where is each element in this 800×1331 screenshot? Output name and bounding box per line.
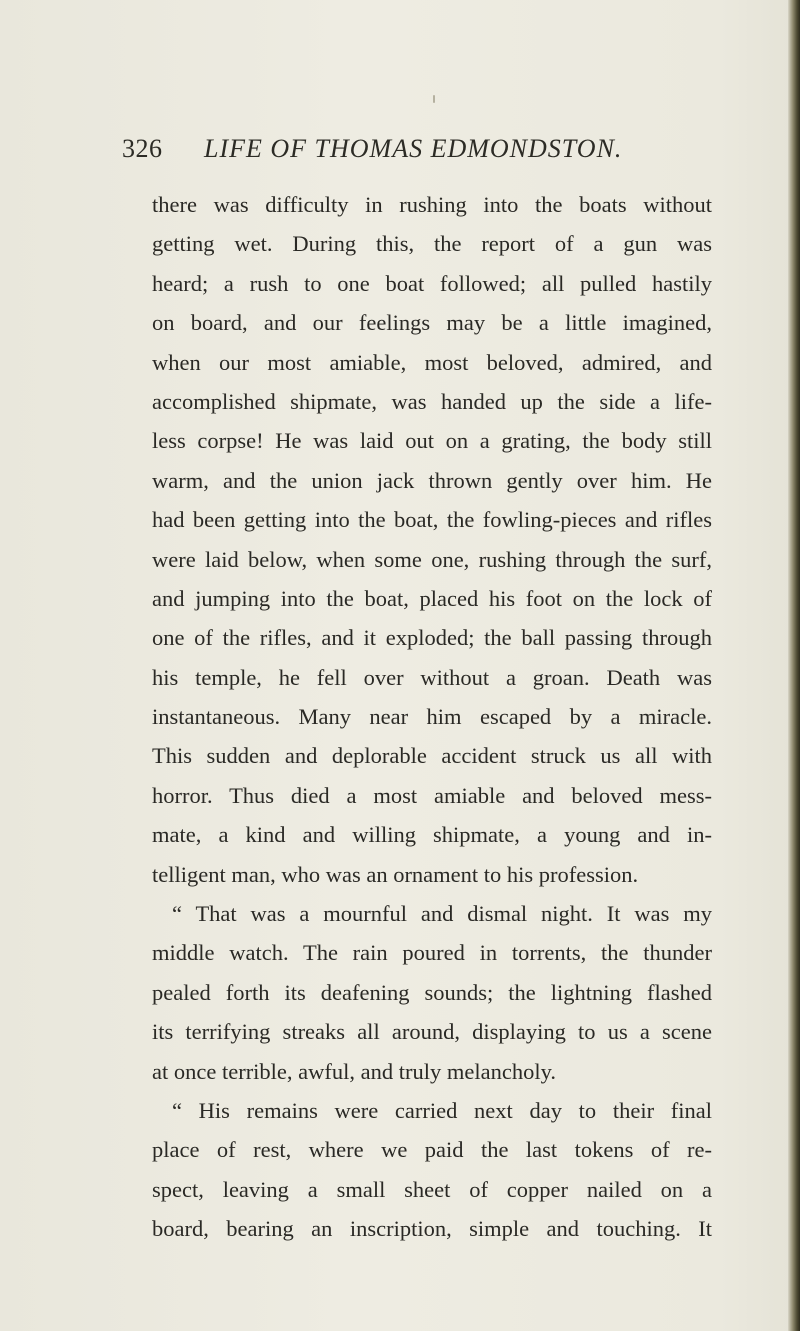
page-number: 326 [122,134,163,163]
text-line: “ That was a mournful and dismal night. It was my [172,901,712,927]
text-line: telligent man, who was an ornament to his profession. [152,861,639,887]
text-line: This sudden and deplorable accident struck us all with [152,743,712,769]
text-line: pealed forth its deafening sounds; the lightning flashed [152,979,712,1005]
text-line: middle watch. The rain poured in torrents, the thunder [152,940,712,966]
text-line: heard; a rush to one boat followed; all pulled hastily [152,270,712,296]
text-line: at once terrible, awful, and truly melancholy. [152,1058,557,1084]
binding-edge [788,0,800,1331]
page-header [122,134,722,174]
text-line: board, bearing an inscription, simple and touching. It [152,1216,712,1242]
text-line: instantaneous. Many near him escaped by a miracle. [152,704,712,730]
text-line: there was difficulty in rushing into the boats without [152,192,712,217]
text-line: had been getting into the boat, the fowling-pieces and rifles [152,507,712,533]
text-line: warm, and the union jack thrown gently over him. He [152,467,712,493]
text-line: accomplished shipmate, was handed up the side a life- [152,388,712,414]
text-line: “ His remains were carried next day to their final [172,1097,712,1123]
text-line: its terrifying streaks all around, displaying to us a scene [152,1019,712,1045]
text-line: his temple, he fell over without a groan. Death was [152,664,712,690]
text-line: place of rest, where we paid the last tokens of re- [152,1137,712,1163]
text-line: and jumping into the boat, placed his foot on the lock of [152,585,712,611]
text-line: horror. Thus died a most amiable and beloved mess- [152,782,712,808]
running-title: LIFE OF THOMAS EDMONDSTON. [204,134,623,163]
text-line: one of the rifles, and it exploded; the ball passing through [152,625,712,651]
text-line: less corpse! He was laid out on a grating, the body still [152,428,712,454]
text-line: getting wet. During this, the report of a gun was [152,231,712,257]
text-line: when our most amiable, most beloved, admired, and [152,349,712,375]
body-text [152,185,712,1249]
text-line: on board, and our feelings may be a little imagined, [152,310,712,336]
page-speck [433,95,435,103]
text-line: spect, leaving a small sheet of copper nailed on a [152,1176,712,1202]
text-line: were laid below, when some one, rushing through the surf, [152,546,712,572]
text-line: mate, a kind and willing shipmate, a young and in- [152,822,712,848]
